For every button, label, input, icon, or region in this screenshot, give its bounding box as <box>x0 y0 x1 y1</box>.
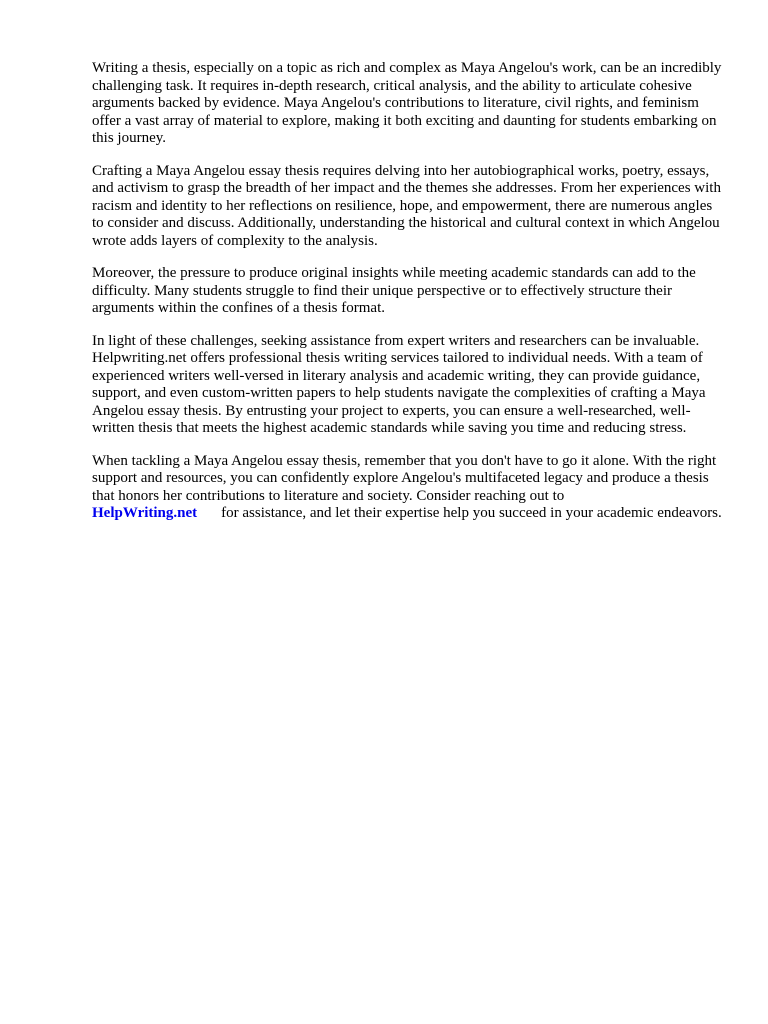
helpwriting-link[interactable]: HelpWriting.net <box>92 505 198 521</box>
paragraph-assistance: In light of these challenges, seeking assistance from expert writers and researchers can be invaluable. Helpwriting.net offers professional thesis writing services tailored to individual needs. With a team of experienced writers well-versed in literary analysis and academic writing, they can provide guidance, support, and even custom-written papers to help students navigate the complexities of crafting a Maya Angelou essay thesis. By entrusting your project to experts, you can ensure a well-researched, well-written thesis that meets the highest academic standards while saving you time and reducing stress. <box>92 332 706 436</box>
conclusion-text-before-link: When tackling a Maya Angelou essay thesis, remember that you don't have to go it alone. With the right support and resources, you can confidently explore Angelou's multifaceted legacy and produce a thesis that honors her contributions to literature and society. Consider reaching out to <box>92 452 717 504</box>
paragraph-moreover: Moreover, the pressure to produce original insights while meeting academic standards can add to the difficulty. Many students struggle to find their unique perspective or to effectively structure their arguments within the confines of a thesis format. <box>92 265 696 316</box>
paragraph-crafting: Crafting a Maya Angelou essay thesis requires delving into her autobiographical works, poetry, essays, and activism to grasp the breadth of her impact and the themes she addresses. From her experiences with racism and identity to her reflections on resilience, hope, and empowerment, there are numerous angles to consider and discuss. Additionally, understanding the historical and cultural context in which Angelou wrote adds layers of complexity to the analysis. <box>92 162 721 249</box>
paragraph-conclusion <box>92 453 724 523</box>
paragraph-intro: Writing a thesis, especially on a topic as rich and complex as Maya Angelou's work, can be an incredibly challenging task. It requires in-depth research, critical analysis, and the ability to articulate cohesive arguments backed by evidence. Maya Angelou's contributions to literature, civil rights, and feminism offer a vast array of material to explore, making it both exciting and daunting for students embarking on this journey. <box>92 60 722 146</box>
conclusion-text-after-link: for assistance, and let their expertise help you succeed in your academic endeavors. <box>221 505 722 521</box>
document-body <box>92 60 724 538</box>
